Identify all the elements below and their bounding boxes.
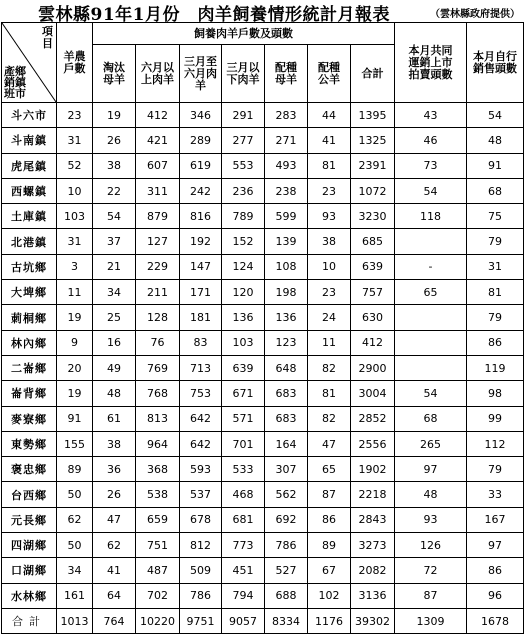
cell-under-three-months: 451 (222, 558, 265, 583)
cell-three-to-six-months: 816 (180, 204, 222, 229)
cell-three-to-six-months: 509 (180, 558, 222, 583)
cell-three-to-six-months: 9751 (180, 608, 222, 633)
cell-three-to-six-months: 786 (180, 583, 222, 608)
cell-three-to-six-months: 678 (180, 507, 222, 532)
cell-self-sales: 98 (467, 381, 524, 406)
cell-joint-auction (395, 305, 467, 330)
cell-culled-ewes: 26 (93, 482, 136, 507)
cell-under-three-months: 773 (222, 533, 265, 558)
cell-breeding-ewes: 8334 (265, 608, 308, 633)
cell-under-three-months: 571 (222, 406, 265, 431)
table-row (2, 280, 524, 305)
cell-over-six-months: 128 (136, 305, 180, 330)
township-name: 斗南鎮 (2, 128, 57, 153)
table-row (2, 204, 524, 229)
table-row (2, 103, 524, 128)
cell-breeding-ewes: 692 (265, 507, 308, 532)
township-name: 北港鎮 (2, 229, 57, 254)
cell-farmers: 31 (57, 128, 93, 153)
cell-self-sales: 81 (467, 280, 524, 305)
table-row (2, 330, 524, 355)
cell-breeding-rams: 81 (308, 381, 351, 406)
cell-joint-auction: 1309 (395, 608, 467, 633)
cell-three-to-six-months: 171 (180, 280, 222, 305)
cell-breeding-ewes: 688 (265, 583, 308, 608)
cell-breeding-ewes: 139 (265, 229, 308, 254)
cell-joint-auction: 46 (395, 128, 467, 153)
cell-culled-ewes: 16 (93, 330, 136, 355)
cell-under-three-months: 9057 (222, 608, 265, 633)
cell-self-sales: 91 (467, 153, 524, 178)
corner-header-cell (2, 23, 57, 103)
corner-item-label: 項 目 (42, 25, 53, 50)
table-row (2, 583, 524, 608)
cell-farmers: 34 (57, 558, 93, 583)
cell-three-to-six-months: 713 (180, 355, 222, 380)
cell-three-to-six-months: 619 (180, 153, 222, 178)
cell-under-three-months: 794 (222, 583, 265, 608)
cell-subtotal: 757 (351, 280, 395, 305)
cell-culled-ewes: 38 (93, 431, 136, 456)
cell-joint-auction: 65 (395, 280, 467, 305)
cell-breeding-rams: 102 (308, 583, 351, 608)
township-name: 土庫鎮 (2, 204, 57, 229)
cell-over-six-months: 487 (136, 558, 180, 583)
township-name: 斗六市 (2, 103, 57, 128)
township-name: 台西鄉 (2, 482, 57, 507)
cell-subtotal: 2082 (351, 558, 395, 583)
cell-under-three-months: 468 (222, 482, 265, 507)
cell-under-three-months: 671 (222, 381, 265, 406)
cell-three-to-six-months: 346 (180, 103, 222, 128)
cell-self-sales: 119 (467, 355, 524, 380)
cell-three-to-six-months: 147 (180, 254, 222, 279)
cell-farmers: 11 (57, 280, 93, 305)
table-row (2, 381, 524, 406)
cell-over-six-months: 211 (136, 280, 180, 305)
cell-culled-ewes: 21 (93, 254, 136, 279)
cell-three-to-six-months: 289 (180, 128, 222, 153)
cell-breeding-ewes: 283 (265, 103, 308, 128)
cell-under-three-months: 124 (222, 254, 265, 279)
cell-over-six-months: 702 (136, 583, 180, 608)
cell-self-sales: 97 (467, 533, 524, 558)
cell-joint-auction (395, 229, 467, 254)
cell-farmers: 3 (57, 254, 93, 279)
cell-breeding-rams: 11 (308, 330, 351, 355)
cell-joint-auction (395, 355, 467, 380)
cell-self-sales: 112 (467, 431, 524, 456)
cell-joint-auction: 265 (395, 431, 467, 456)
source-note: （雲林縣政府提供） (430, 9, 520, 20)
cell-culled-ewes: 34 (93, 280, 136, 305)
cell-farmers: 103 (57, 204, 93, 229)
cell-farmers: 89 (57, 457, 93, 482)
cell-under-three-months: 789 (222, 204, 265, 229)
cell-farmers: 1013 (57, 608, 93, 633)
cell-breeding-ewes: 271 (265, 128, 308, 153)
cell-subtotal: 2218 (351, 482, 395, 507)
cell-culled-ewes: 62 (93, 533, 136, 558)
cell-subtotal: 685 (351, 229, 395, 254)
cell-three-to-six-months: 192 (180, 229, 222, 254)
cell-subtotal: 1395 (351, 103, 395, 128)
cell-breeding-rams: 87 (308, 482, 351, 507)
township-name: 莿桐鄉 (2, 305, 57, 330)
cell-subtotal: 2843 (351, 507, 395, 532)
cell-breeding-ewes: 307 (265, 457, 308, 482)
cell-subtotal: 3136 (351, 583, 395, 608)
cell-under-three-months: 291 (222, 103, 265, 128)
cell-culled-ewes: 54 (93, 204, 136, 229)
cell-culled-ewes: 47 (93, 507, 136, 532)
livestock-table (1, 22, 524, 634)
cell-over-six-months: 769 (136, 355, 180, 380)
township-name: 水林鄉 (2, 583, 57, 608)
cell-breeding-ewes: 562 (265, 482, 308, 507)
header-three-to-six-months: 三月至 六月肉 羊 (180, 45, 222, 103)
cell-subtotal: 2556 (351, 431, 395, 456)
cell-culled-ewes: 36 (93, 457, 136, 482)
cell-subtotal: 39302 (351, 608, 395, 633)
township-name: 元長鄉 (2, 507, 57, 532)
table-row (2, 153, 524, 178)
header-breeding-ewes: 配種 母羊 (265, 45, 308, 103)
cell-breeding-ewes: 164 (265, 431, 308, 456)
cell-self-sales: 79 (467, 457, 524, 482)
cell-culled-ewes: 48 (93, 381, 136, 406)
cell-under-three-months: 136 (222, 305, 265, 330)
cell-joint-auction: 118 (395, 204, 467, 229)
cell-breeding-ewes: 786 (265, 533, 308, 558)
cell-over-six-months: 368 (136, 457, 180, 482)
cell-culled-ewes: 61 (93, 406, 136, 431)
township-name: 西螺鎮 (2, 178, 57, 203)
cell-under-three-months: 120 (222, 280, 265, 305)
cell-farmers: 155 (57, 431, 93, 456)
cell-breeding-rams: 82 (308, 355, 351, 380)
cell-culled-ewes: 19 (93, 103, 136, 128)
cell-joint-auction: 93 (395, 507, 467, 532)
cell-breeding-rams: 38 (308, 229, 351, 254)
cell-farmers: 50 (57, 482, 93, 507)
cell-breeding-rams: 86 (308, 507, 351, 532)
cell-three-to-six-months: 593 (180, 457, 222, 482)
township-name: 古坑鄉 (2, 254, 57, 279)
cell-breeding-rams: 23 (308, 280, 351, 305)
cell-breeding-rams: 44 (308, 103, 351, 128)
cell-culled-ewes: 49 (93, 355, 136, 380)
cell-farmers: 52 (57, 153, 93, 178)
cell-self-sales: 86 (467, 330, 524, 355)
cell-under-three-months: 681 (222, 507, 265, 532)
cell-under-three-months: 103 (222, 330, 265, 355)
cell-self-sales: 75 (467, 204, 524, 229)
cell-self-sales: 33 (467, 482, 524, 507)
cell-farmers: 23 (57, 103, 93, 128)
cell-breeding-ewes: 527 (265, 558, 308, 583)
cell-joint-auction (395, 330, 467, 355)
cell-breeding-rams: 93 (308, 204, 351, 229)
cell-under-three-months: 639 (222, 355, 265, 380)
cell-self-sales: 48 (467, 128, 524, 153)
cell-subtotal: 630 (351, 305, 395, 330)
cell-joint-auction: 43 (395, 103, 467, 128)
cell-joint-auction: 73 (395, 153, 467, 178)
cell-over-six-months: 412 (136, 103, 180, 128)
cell-over-six-months: 659 (136, 507, 180, 532)
cell-self-sales: 86 (467, 558, 524, 583)
cell-subtotal: 3230 (351, 204, 395, 229)
cell-over-six-months: 964 (136, 431, 180, 456)
township-name: 崙背鄉 (2, 381, 57, 406)
cell-subtotal: 1072 (351, 178, 395, 203)
table-row (2, 431, 524, 456)
corner-region-label: 產鄉 銷鎮 班市 (4, 65, 26, 100)
cell-over-six-months: 538 (136, 482, 180, 507)
cell-over-six-months: 10220 (136, 608, 180, 633)
table-row (2, 406, 524, 431)
cell-under-three-months: 553 (222, 153, 265, 178)
cell-joint-auction: 54 (395, 178, 467, 203)
township-name: 大埤鄉 (2, 280, 57, 305)
cell-joint-auction: 97 (395, 457, 467, 482)
table-row (2, 482, 524, 507)
township-name: 林內鄉 (2, 330, 57, 355)
table-row (2, 457, 524, 482)
cell-breeding-rams: 10 (308, 254, 351, 279)
cell-breeding-ewes: 198 (265, 280, 308, 305)
cell-breeding-ewes: 648 (265, 355, 308, 380)
cell-under-three-months: 277 (222, 128, 265, 153)
cell-under-three-months: 533 (222, 457, 265, 482)
cell-self-sales: 79 (467, 229, 524, 254)
cell-under-three-months: 152 (222, 229, 265, 254)
cell-self-sales: 79 (467, 305, 524, 330)
table-row (2, 533, 524, 558)
cell-breeding-rams: 89 (308, 533, 351, 558)
cell-culled-ewes: 37 (93, 229, 136, 254)
cell-culled-ewes: 25 (93, 305, 136, 330)
header-group: 飼養肉羊戶數及頭數 (93, 23, 395, 45)
cell-breeding-ewes: 108 (265, 254, 308, 279)
cell-three-to-six-months: 181 (180, 305, 222, 330)
township-name: 東勢鄉 (2, 431, 57, 456)
header-under-three-months: 三月以 下肉羊 (222, 45, 265, 103)
cell-breeding-rams: 23 (308, 178, 351, 203)
cell-breeding-ewes: 683 (265, 406, 308, 431)
table-row (2, 254, 524, 279)
cell-farmers: 161 (57, 583, 93, 608)
cell-over-six-months: 311 (136, 178, 180, 203)
cell-breeding-rams: 82 (308, 406, 351, 431)
table-row (2, 178, 524, 203)
cell-over-six-months: 879 (136, 204, 180, 229)
cell-culled-ewes: 41 (93, 558, 136, 583)
township-name: 合計 (2, 608, 57, 633)
cell-breeding-ewes: 136 (265, 305, 308, 330)
header-breeding-rams: 配種 公羊 (308, 45, 351, 103)
cell-breeding-rams: 1176 (308, 608, 351, 633)
cell-breeding-ewes: 123 (265, 330, 308, 355)
cell-culled-ewes: 64 (93, 583, 136, 608)
table-row (2, 229, 524, 254)
cell-breeding-ewes: 683 (265, 381, 308, 406)
table-row (2, 128, 524, 153)
cell-over-six-months: 768 (136, 381, 180, 406)
cell-self-sales: 99 (467, 406, 524, 431)
cell-farmers: 9 (57, 330, 93, 355)
cell-subtotal: 1325 (351, 128, 395, 153)
township-name: 虎尾鎮 (2, 153, 57, 178)
cell-subtotal: 639 (351, 254, 395, 279)
cell-farmers: 19 (57, 305, 93, 330)
cell-farmers: 19 (57, 381, 93, 406)
cell-culled-ewes: 38 (93, 153, 136, 178)
cell-culled-ewes: 22 (93, 178, 136, 203)
cell-farmers: 50 (57, 533, 93, 558)
cell-over-six-months: 229 (136, 254, 180, 279)
township-name: 四湖鄉 (2, 533, 57, 558)
township-name: 二崙鄉 (2, 355, 57, 380)
cell-joint-auction: 87 (395, 583, 467, 608)
cell-subtotal: 412 (351, 330, 395, 355)
table-row (2, 305, 524, 330)
cell-three-to-six-months: 83 (180, 330, 222, 355)
cell-breeding-ewes: 493 (265, 153, 308, 178)
cell-over-six-months: 76 (136, 330, 180, 355)
cell-over-six-months: 421 (136, 128, 180, 153)
header-subtotal: 合計 (351, 45, 395, 103)
cell-three-to-six-months: 812 (180, 533, 222, 558)
table-row (2, 507, 524, 532)
cell-culled-ewes: 26 (93, 128, 136, 153)
cell-joint-auction: 54 (395, 381, 467, 406)
cell-breeding-rams: 67 (308, 558, 351, 583)
total-row (2, 608, 524, 633)
cell-farmers: 31 (57, 229, 93, 254)
cell-self-sales: 54 (467, 103, 524, 128)
cell-under-three-months: 701 (222, 431, 265, 456)
header-self-sales: 本月自行 銷售頭數 (467, 23, 524, 103)
cell-under-three-months: 236 (222, 178, 265, 203)
cell-farmers: 91 (57, 406, 93, 431)
cell-breeding-rams: 65 (308, 457, 351, 482)
cell-three-to-six-months: 642 (180, 406, 222, 431)
title-row (0, 0, 524, 25)
table-row (2, 355, 524, 380)
header-farmers: 羊農 戶數 (57, 23, 93, 103)
cell-joint-auction: - (395, 254, 467, 279)
cell-over-six-months: 813 (136, 406, 180, 431)
cell-culled-ewes: 764 (93, 608, 136, 633)
cell-self-sales: 167 (467, 507, 524, 532)
cell-subtotal: 1902 (351, 457, 395, 482)
cell-farmers: 20 (57, 355, 93, 380)
cell-three-to-six-months: 642 (180, 431, 222, 456)
cell-over-six-months: 127 (136, 229, 180, 254)
cell-farmers: 62 (57, 507, 93, 532)
cell-subtotal: 2900 (351, 355, 395, 380)
cell-subtotal: 3004 (351, 381, 395, 406)
cell-subtotal: 2852 (351, 406, 395, 431)
cell-breeding-rams: 47 (308, 431, 351, 456)
cell-joint-auction: 126 (395, 533, 467, 558)
cell-breeding-rams: 24 (308, 305, 351, 330)
township-name: 口湖鄉 (2, 558, 57, 583)
cell-subtotal: 3273 (351, 533, 395, 558)
cell-joint-auction: 48 (395, 482, 467, 507)
cell-three-to-six-months: 242 (180, 178, 222, 203)
cell-self-sales: 68 (467, 178, 524, 203)
cell-over-six-months: 751 (136, 533, 180, 558)
cell-joint-auction: 68 (395, 406, 467, 431)
header-culled-ewes: 淘汰 母羊 (93, 45, 136, 103)
cell-self-sales: 1678 (467, 608, 524, 633)
township-name: 麥寮鄉 (2, 406, 57, 431)
report-title: 雲林縣91年1月份 肉羊飼養情形統計月報表 (38, 5, 390, 25)
cell-subtotal: 2391 (351, 153, 395, 178)
cell-three-to-six-months: 753 (180, 381, 222, 406)
table-row (2, 558, 524, 583)
cell-breeding-ewes: 238 (265, 178, 308, 203)
cell-breeding-ewes: 599 (265, 204, 308, 229)
cell-joint-auction: 72 (395, 558, 467, 583)
cell-farmers: 10 (57, 178, 93, 203)
header-over-six-months: 六月以 上肉羊 (136, 45, 180, 103)
cell-self-sales: 96 (467, 583, 524, 608)
cell-breeding-rams: 41 (308, 128, 351, 153)
cell-three-to-six-months: 537 (180, 482, 222, 507)
cell-self-sales: 31 (467, 254, 524, 279)
cell-breeding-rams: 81 (308, 153, 351, 178)
cell-over-six-months: 607 (136, 153, 180, 178)
township-name: 褒忠鄉 (2, 457, 57, 482)
header-joint-auction: 本月共同 運銷上市 拍賣頭數 (395, 23, 467, 103)
